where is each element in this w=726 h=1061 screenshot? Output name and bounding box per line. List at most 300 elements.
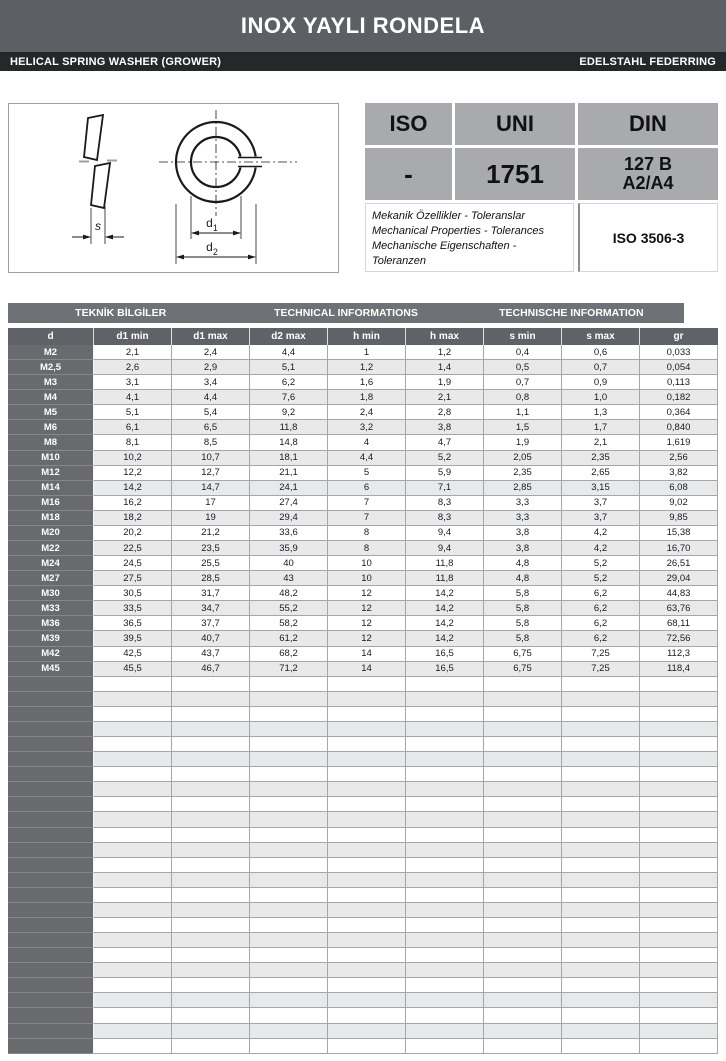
table-cell — [406, 677, 484, 692]
table-cell: 9,02 — [640, 496, 718, 511]
table-cell — [94, 828, 172, 843]
table-cell — [328, 873, 406, 888]
technical-drawing — [8, 103, 339, 273]
column-header-s-max: s max — [562, 328, 640, 345]
table-cell — [562, 722, 640, 737]
din-value-line1: 127 B — [623, 154, 673, 174]
column-header-d1-min: d1 min — [94, 328, 172, 345]
row-size-label: M45 — [8, 662, 94, 677]
table-cell: 11,8 — [406, 556, 484, 571]
table-cell: 4,4 — [328, 451, 406, 466]
table-cell: 6,1 — [94, 420, 172, 435]
row-size-label — [8, 843, 94, 858]
row-size-label — [8, 797, 94, 812]
table-cell — [172, 707, 250, 722]
table-cell — [562, 692, 640, 707]
table-cell — [562, 903, 640, 918]
table-cell: 1,6 — [328, 375, 406, 390]
row-size-label — [8, 752, 94, 767]
table-cell — [484, 692, 562, 707]
din-value-line2: A2/A4 — [622, 173, 674, 193]
table-row — [8, 948, 718, 963]
table-cell: 14,2 — [406, 601, 484, 616]
table-cell: 2,56 — [640, 451, 718, 466]
table-cell: 3,7 — [562, 496, 640, 511]
table-cell — [406, 828, 484, 843]
table-cell: 6,2 — [562, 601, 640, 616]
table-cell — [94, 963, 172, 978]
table-cell — [94, 1024, 172, 1039]
table-cell — [94, 993, 172, 1008]
table-cell: 1,0 — [562, 390, 640, 405]
table-cell — [640, 1024, 718, 1039]
table-cell — [328, 933, 406, 948]
table-cell: 15,38 — [640, 526, 718, 541]
table-cell — [250, 797, 328, 812]
table-cell — [640, 978, 718, 993]
data-table-header — [8, 328, 718, 345]
table-row — [8, 873, 718, 888]
table-cell — [172, 1024, 250, 1039]
table-row — [8, 918, 718, 933]
standards-header-iso: ISO — [365, 103, 452, 145]
table-cell — [172, 752, 250, 767]
table-cell — [328, 993, 406, 1008]
table-cell: 6,75 — [484, 662, 562, 677]
table-cell: 5,8 — [484, 616, 562, 631]
row-size-label — [8, 812, 94, 827]
table-cell — [94, 737, 172, 752]
row-size-label — [8, 707, 94, 722]
row-size-label — [8, 692, 94, 707]
table-cell — [94, 873, 172, 888]
table-cell: 68,2 — [250, 647, 328, 662]
table-cell — [250, 1024, 328, 1039]
table-cell: 4,1 — [94, 390, 172, 405]
table-cell — [172, 812, 250, 827]
table-cell — [250, 873, 328, 888]
table-cell — [328, 918, 406, 933]
table-cell: 3,8 — [406, 420, 484, 435]
standards-header-din: DIN — [578, 103, 718, 145]
table-cell — [640, 1008, 718, 1023]
table-cell: 0,4 — [484, 345, 562, 360]
tolerances-line-en: Mechanical Properties - Tolerances — [372, 225, 545, 237]
table-cell — [172, 918, 250, 933]
table-cell — [328, 858, 406, 873]
table-cell: 112,3 — [640, 647, 718, 662]
row-size-label — [8, 1008, 94, 1023]
table-cell — [328, 948, 406, 963]
table-cell: 40 — [250, 556, 328, 571]
table-cell — [250, 843, 328, 858]
subtitle-left: HELICAL SPRING WASHER (GROWER) — [10, 55, 222, 68]
table-cell — [94, 918, 172, 933]
table-cell — [484, 993, 562, 1008]
table-cell — [640, 933, 718, 948]
table-cell — [172, 767, 250, 782]
table-cell — [406, 737, 484, 752]
table-cell — [328, 782, 406, 797]
table-cell: 12 — [328, 586, 406, 601]
tolerances-line-tr: Mekanik Özellikler - Toleranslar — [372, 210, 526, 222]
table-cell: 3,8 — [484, 526, 562, 541]
table-cell — [172, 828, 250, 843]
row-size-label — [8, 782, 94, 797]
info-band — [8, 303, 684, 323]
table-cell: 6,08 — [640, 481, 718, 496]
table-cell — [406, 858, 484, 873]
table-cell — [640, 918, 718, 933]
row-size-label — [8, 858, 94, 873]
table-cell — [250, 828, 328, 843]
din-spec: ISO 3506-3 — [578, 203, 718, 272]
table-cell — [250, 918, 328, 933]
table-cell: 33,6 — [250, 526, 328, 541]
table-cell: 2,9 — [172, 360, 250, 375]
table-cell — [172, 737, 250, 752]
table-cell: 12,2 — [94, 466, 172, 481]
page-title: INOX YAYLI RONDELA — [240, 13, 486, 38]
table-cell — [406, 888, 484, 903]
table-row — [8, 978, 718, 993]
table-cell — [250, 767, 328, 782]
table-row — [8, 631, 718, 646]
table-cell — [406, 692, 484, 707]
table-row — [8, 993, 718, 1008]
table-cell — [562, 1008, 640, 1023]
table-cell — [328, 1008, 406, 1023]
table-cell — [484, 782, 562, 797]
row-size-label: M6 — [8, 420, 94, 435]
row-size-label: M27 — [8, 571, 94, 586]
table-cell: 0,054 — [640, 360, 718, 375]
table-cell — [328, 677, 406, 692]
table-row — [8, 647, 718, 662]
table-cell — [328, 722, 406, 737]
table-cell: 0,182 — [640, 390, 718, 405]
table-cell — [94, 782, 172, 797]
table-cell: 4,8 — [484, 571, 562, 586]
table-cell: 18,1 — [250, 451, 328, 466]
table-cell — [484, 933, 562, 948]
table-cell — [484, 1024, 562, 1039]
table-row — [8, 677, 718, 692]
standards-table — [365, 103, 718, 272]
table-cell: 7 — [328, 496, 406, 511]
table-cell — [562, 858, 640, 873]
table-cell: 1,2 — [328, 360, 406, 375]
table-cell: 8 — [328, 526, 406, 541]
row-size-label — [8, 888, 94, 903]
table-cell — [328, 707, 406, 722]
table-cell: 11,8 — [250, 420, 328, 435]
table-cell: 5,2 — [406, 451, 484, 466]
table-cell — [172, 948, 250, 963]
table-cell: 35,9 — [250, 541, 328, 556]
table-cell — [406, 1008, 484, 1023]
table-cell — [562, 782, 640, 797]
table-cell — [562, 918, 640, 933]
row-size-label: M36 — [8, 616, 94, 631]
row-size-label — [8, 873, 94, 888]
table-cell: 1,619 — [640, 435, 718, 450]
table-cell: 8,3 — [406, 496, 484, 511]
table-cell — [172, 873, 250, 888]
row-size-label: M12 — [8, 466, 94, 481]
table-cell — [406, 963, 484, 978]
table-cell — [406, 722, 484, 737]
table-cell: 18,2 — [94, 511, 172, 526]
table-cell: 14,8 — [250, 435, 328, 450]
table-cell — [250, 752, 328, 767]
row-size-label: M22 — [8, 541, 94, 556]
table-cell — [640, 677, 718, 692]
table-cell — [406, 767, 484, 782]
spring-washer-diagram — [9, 104, 338, 272]
table-row — [8, 571, 718, 586]
table-cell: 7,25 — [562, 662, 640, 677]
column-header-d: d — [8, 328, 94, 345]
table-cell: 7,6 — [250, 390, 328, 405]
table-cell — [94, 978, 172, 993]
table-cell — [328, 888, 406, 903]
table-cell: 1 — [328, 345, 406, 360]
table-row — [8, 963, 718, 978]
table-row — [8, 345, 718, 360]
table-row — [8, 420, 718, 435]
table-cell: 43,7 — [172, 647, 250, 662]
table-cell: 2,85 — [484, 481, 562, 496]
table-cell: 6 — [328, 481, 406, 496]
table-cell — [406, 707, 484, 722]
info-band-label-en: TECHNICAL INFORMATIONS — [274, 307, 418, 319]
table-cell: 2,65 — [562, 466, 640, 481]
table-row — [8, 888, 718, 903]
table-cell: 14,2 — [94, 481, 172, 496]
table-cell — [640, 843, 718, 858]
column-header-d2-max: d2 max — [250, 328, 328, 345]
table-cell — [172, 722, 250, 737]
table-row — [8, 858, 718, 873]
table-cell — [172, 933, 250, 948]
table-cell: 25,5 — [172, 556, 250, 571]
table-cell — [406, 1039, 484, 1054]
table-cell — [94, 933, 172, 948]
table-cell — [328, 963, 406, 978]
row-size-label — [8, 1039, 94, 1054]
table-cell — [172, 1008, 250, 1023]
table-row — [8, 662, 718, 677]
table-cell: 0,113 — [640, 375, 718, 390]
table-cell: 58,2 — [250, 616, 328, 631]
table-cell: 28,5 — [172, 571, 250, 586]
table-cell — [484, 677, 562, 692]
table-cell — [640, 797, 718, 812]
table-cell — [328, 978, 406, 993]
table-cell — [484, 978, 562, 993]
table-cell: 4 — [328, 435, 406, 450]
table-cell: 0,7 — [562, 360, 640, 375]
table-cell: 34,7 — [172, 601, 250, 616]
table-row — [8, 541, 718, 556]
table-cell — [250, 933, 328, 948]
table-cell — [406, 782, 484, 797]
table-cell — [562, 963, 640, 978]
table-cell: 6,5 — [172, 420, 250, 435]
table-cell — [94, 797, 172, 812]
table-cell: 31,7 — [172, 586, 250, 601]
table-cell: 24,5 — [94, 556, 172, 571]
subtitle-bar — [0, 52, 726, 71]
table-cell: 29,4 — [250, 511, 328, 526]
table-row — [8, 782, 718, 797]
dimension-label-d1: $d_1$ — [206, 216, 218, 233]
table-cell — [172, 692, 250, 707]
table-cell: 4,2 — [562, 526, 640, 541]
table-row — [8, 511, 718, 526]
table-cell: 40,7 — [172, 631, 250, 646]
table-cell: 0,9 — [562, 375, 640, 390]
table-cell: 2,35 — [562, 451, 640, 466]
table-cell: 72,56 — [640, 631, 718, 646]
table-cell — [484, 963, 562, 978]
table-cell — [328, 752, 406, 767]
table-cell — [94, 707, 172, 722]
row-size-label: M24 — [8, 556, 94, 571]
table-cell: 3,15 — [562, 481, 640, 496]
table-cell: 1,2 — [406, 345, 484, 360]
table-cell — [94, 752, 172, 767]
row-size-label — [8, 978, 94, 993]
table-row — [8, 616, 718, 631]
table-cell: 8,1 — [94, 435, 172, 450]
standards-value-din — [578, 148, 718, 200]
table-cell: 33,5 — [94, 601, 172, 616]
table-cell — [562, 843, 640, 858]
table-cell — [250, 1039, 328, 1054]
table-row — [8, 586, 718, 601]
table-cell: 55,2 — [250, 601, 328, 616]
table-cell: 14,2 — [406, 586, 484, 601]
info-band-label-de: TECHNISCHE INFORMATION — [499, 307, 644, 319]
table-cell — [94, 767, 172, 782]
table-row — [8, 707, 718, 722]
table-cell: 2,1 — [562, 435, 640, 450]
table-cell — [406, 993, 484, 1008]
table-cell: 16,70 — [640, 541, 718, 556]
table-cell — [328, 828, 406, 843]
table-cell: 2,35 — [484, 466, 562, 481]
table-cell: 6,2 — [562, 586, 640, 601]
table-cell — [640, 948, 718, 963]
row-size-label: M42 — [8, 647, 94, 662]
table-cell: 5,4 — [172, 405, 250, 420]
table-cell — [94, 1008, 172, 1023]
table-cell — [328, 843, 406, 858]
row-size-label: M39 — [8, 631, 94, 646]
table-cell: 4,7 — [406, 435, 484, 450]
table-cell — [406, 812, 484, 827]
table-cell — [406, 978, 484, 993]
table-row — [8, 812, 718, 827]
table-cell — [484, 828, 562, 843]
tolerances-note — [365, 203, 574, 272]
column-header-gr: gr — [640, 328, 718, 345]
table-row — [8, 797, 718, 812]
row-size-label — [8, 1024, 94, 1039]
row-size-label: M14 — [8, 481, 94, 496]
dimension-label-d2: $d_2$ — [206, 240, 218, 257]
table-cell: 46,7 — [172, 662, 250, 677]
table-cell: 23,5 — [172, 541, 250, 556]
column-header-s-min: s min — [484, 328, 562, 345]
table-cell: 3,7 — [562, 511, 640, 526]
table-cell: 27,4 — [250, 496, 328, 511]
table-cell: 2,1 — [94, 345, 172, 360]
table-cell — [562, 873, 640, 888]
table-cell: 14,7 — [172, 481, 250, 496]
table-cell: 39,5 — [94, 631, 172, 646]
table-cell — [406, 918, 484, 933]
table-cell — [328, 812, 406, 827]
table-cell — [94, 692, 172, 707]
table-cell: 9,85 — [640, 511, 718, 526]
table-cell — [328, 903, 406, 918]
table-cell: 3,2 — [328, 420, 406, 435]
row-size-label: M18 — [8, 511, 94, 526]
table-cell — [484, 903, 562, 918]
table-cell: 30,5 — [94, 586, 172, 601]
table-cell: 3,3 — [484, 511, 562, 526]
column-header-d1-max: d1 max — [172, 328, 250, 345]
table-cell — [562, 933, 640, 948]
table-cell: 5,1 — [94, 405, 172, 420]
table-cell — [640, 812, 718, 827]
table-cell: 14,2 — [406, 616, 484, 631]
table-cell — [562, 677, 640, 692]
table-cell — [250, 963, 328, 978]
table-row — [8, 390, 718, 405]
table-cell: 5,1 — [250, 360, 328, 375]
row-size-label: M5 — [8, 405, 94, 420]
standards-value-iso: - — [365, 148, 452, 200]
table-cell — [640, 993, 718, 1008]
table-row — [8, 405, 718, 420]
table-cell — [484, 858, 562, 873]
column-header-h-min: h min — [328, 328, 406, 345]
table-cell: 44,83 — [640, 586, 718, 601]
table-cell: 6,75 — [484, 647, 562, 662]
table-row — [8, 1024, 718, 1039]
table-cell — [94, 677, 172, 692]
table-cell — [250, 782, 328, 797]
table-cell — [328, 737, 406, 752]
table-cell — [172, 858, 250, 873]
table-cell — [640, 692, 718, 707]
row-size-label: M2,5 — [8, 360, 94, 375]
table-cell — [562, 948, 640, 963]
table-cell: 26,51 — [640, 556, 718, 571]
table-cell: 2,8 — [406, 405, 484, 420]
row-size-label — [8, 948, 94, 963]
table-cell — [250, 903, 328, 918]
table-row — [8, 466, 718, 481]
table-cell: 3,1 — [94, 375, 172, 390]
row-size-label — [8, 933, 94, 948]
table-cell — [484, 707, 562, 722]
table-row — [8, 692, 718, 707]
